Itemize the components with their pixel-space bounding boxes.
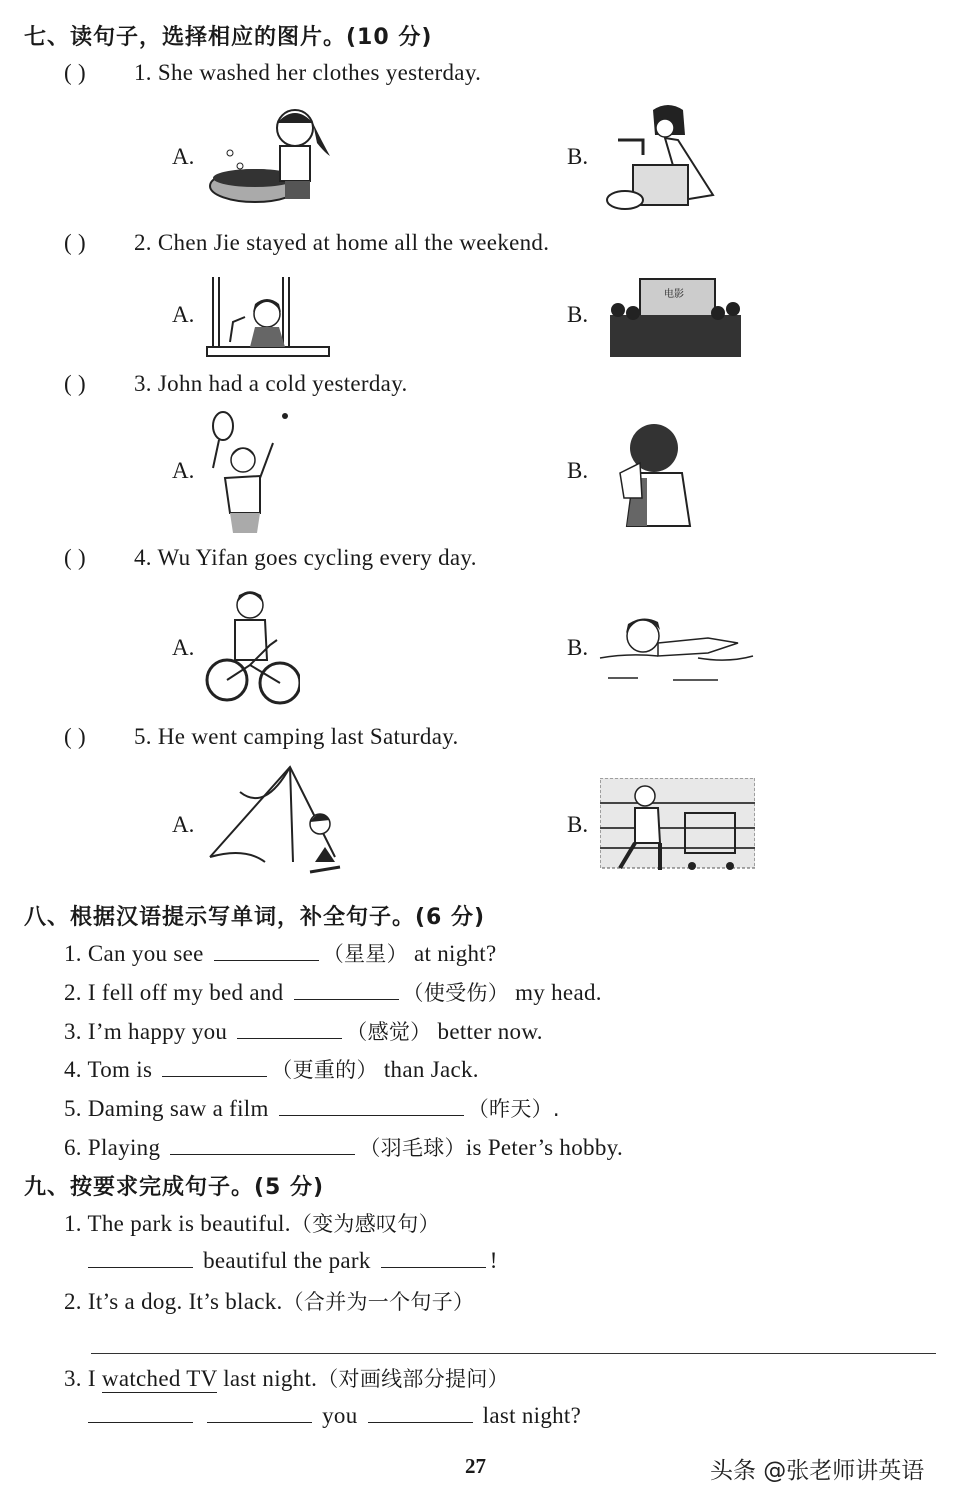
item-text: last night. bbox=[223, 1366, 318, 1391]
question-5 bbox=[64, 724, 459, 750]
boy-badminton-image[interactable] bbox=[205, 408, 300, 533]
answer-blank[interactable] bbox=[279, 1095, 464, 1116]
question-text: 4. Wu Yifan goes cycling every day. bbox=[134, 545, 477, 570]
answer-paren[interactable]: ( ) bbox=[64, 230, 86, 255]
option-b-label: B. bbox=[567, 144, 589, 169]
instruction: （对画线部分提问） bbox=[317, 1367, 509, 1391]
chinese-hint: （感觉） bbox=[346, 1020, 432, 1044]
answer-blank[interactable] bbox=[207, 1402, 312, 1423]
item-text: 4. Tom is bbox=[64, 1057, 153, 1082]
fill-item-4 bbox=[64, 1054, 479, 1084]
item-text: 6. Playing bbox=[64, 1135, 161, 1160]
boy-cycling-image[interactable] bbox=[205, 585, 300, 710]
fill-item-3 bbox=[64, 1016, 543, 1046]
answer-blank[interactable] bbox=[88, 1247, 193, 1268]
answer-text: beautiful the park bbox=[203, 1248, 371, 1273]
item-text: 3. I bbox=[64, 1366, 96, 1391]
rewrite-item-1 bbox=[64, 1208, 440, 1238]
question-1 bbox=[64, 60, 481, 86]
option-a-label: A. bbox=[172, 635, 195, 660]
answer-blank[interactable] bbox=[162, 1056, 267, 1077]
section-7-title: 七、读句子，选择相应的图片。(10 分) bbox=[24, 25, 433, 50]
boy-camping-image[interactable] bbox=[205, 762, 365, 887]
chinese-hint: （更重的） bbox=[271, 1058, 378, 1082]
answer-blank[interactable] bbox=[368, 1402, 473, 1423]
option-b-label: B. bbox=[567, 458, 589, 483]
answer-blank[interactable] bbox=[88, 1402, 193, 1423]
man-shopping-cart-image[interactable] bbox=[600, 778, 755, 876]
fill-item-5 bbox=[64, 1093, 560, 1123]
question-text: 3. John had a cold yesterday. bbox=[134, 371, 408, 396]
answer-blank[interactable] bbox=[237, 1018, 342, 1039]
boy-swimming-image[interactable] bbox=[598, 608, 758, 688]
chinese-hint: （使受伤） bbox=[402, 981, 510, 1005]
answer-paren[interactable]: ( ) bbox=[64, 60, 86, 85]
item-text: 5. Daming saw a film bbox=[64, 1096, 269, 1121]
page-number: 27 bbox=[465, 1454, 486, 1478]
rewrite-item-3 bbox=[64, 1363, 509, 1393]
instruction: （变为感叹句） bbox=[290, 1212, 440, 1236]
option-b-label: B. bbox=[567, 302, 589, 327]
rewrite-answer-1 bbox=[88, 1247, 498, 1274]
question-2 bbox=[64, 230, 549, 256]
girl-at-window-image[interactable] bbox=[205, 272, 333, 360]
fill-item-6 bbox=[64, 1132, 623, 1162]
question-4 bbox=[64, 545, 477, 571]
item-text: 2. It’s a dog. It’s black. bbox=[64, 1289, 283, 1314]
option-a-label: A. bbox=[172, 144, 195, 169]
option-a-label: A. bbox=[172, 458, 195, 483]
fill-item-2 bbox=[64, 977, 602, 1007]
item-text: at night? bbox=[413, 941, 497, 966]
answer-line[interactable] bbox=[91, 1353, 936, 1354]
option-a-label: A. bbox=[172, 812, 195, 837]
question-text: 2. Chen Jie stayed at home all the weekend. bbox=[134, 230, 550, 255]
question-text: 1. She washed her clothes yesterday. bbox=[134, 60, 482, 85]
answer-blank[interactable] bbox=[214, 940, 319, 961]
question-text: 5. He went camping last Saturday. bbox=[134, 724, 459, 749]
section-8-title: 八、根据汉语提示写单词，补全句子。(6 分) bbox=[24, 905, 486, 930]
section-9-title: 九、按要求完成句子。(5 分) bbox=[24, 1175, 325, 1200]
screen-text: 电影 bbox=[664, 289, 684, 300]
answer-blank[interactable] bbox=[170, 1134, 355, 1155]
item-text: 2. I fell off my bed and bbox=[64, 980, 284, 1005]
option-b-label: B. bbox=[567, 812, 589, 837]
answer-paren[interactable]: ( ) bbox=[64, 371, 86, 396]
cinema-audience-image[interactable] bbox=[608, 275, 743, 360]
item-text: than Jack. bbox=[383, 1057, 479, 1082]
woman-washing-dishes-image[interactable] bbox=[603, 100, 723, 215]
question-3 bbox=[64, 371, 408, 397]
answer-text: last night? bbox=[482, 1403, 582, 1428]
item-text: is Peter’s hobby. bbox=[465, 1135, 623, 1160]
answer-paren[interactable]: ( ) bbox=[64, 545, 86, 570]
chinese-hint: （羽毛球） bbox=[359, 1136, 466, 1160]
item-text: 1. Can you see bbox=[64, 941, 204, 966]
underlined-phrase: watched TV bbox=[101, 1366, 218, 1391]
watermark: 头条 @张老师讲英语 bbox=[710, 1458, 925, 1484]
girl-washing-clothes-image[interactable] bbox=[205, 98, 340, 213]
option-b-label: B. bbox=[567, 635, 589, 660]
instruction: （合并为一个句子） bbox=[282, 1290, 475, 1314]
item-text: better now. bbox=[437, 1019, 543, 1044]
item-text: 3. I’m happy you bbox=[64, 1019, 228, 1044]
item-text: 1. The park is beautiful. bbox=[64, 1211, 291, 1236]
chinese-hint: （昨天）. bbox=[467, 1097, 560, 1121]
rewrite-item-2 bbox=[64, 1286, 474, 1316]
answer-blank[interactable] bbox=[381, 1247, 486, 1268]
answer-text: you bbox=[322, 1403, 358, 1428]
answer-blank[interactable] bbox=[294, 979, 399, 1000]
answer-text: ! bbox=[489, 1248, 498, 1273]
item-text: my head. bbox=[515, 980, 602, 1005]
boy-sick-tissue-image[interactable] bbox=[612, 418, 697, 528]
rewrite-answer-3 bbox=[88, 1402, 581, 1429]
answer-paren[interactable]: ( ) bbox=[64, 724, 86, 749]
option-a-label: A. bbox=[172, 302, 195, 327]
fill-item-1 bbox=[64, 938, 497, 968]
chinese-hint: （星星） bbox=[322, 942, 408, 966]
